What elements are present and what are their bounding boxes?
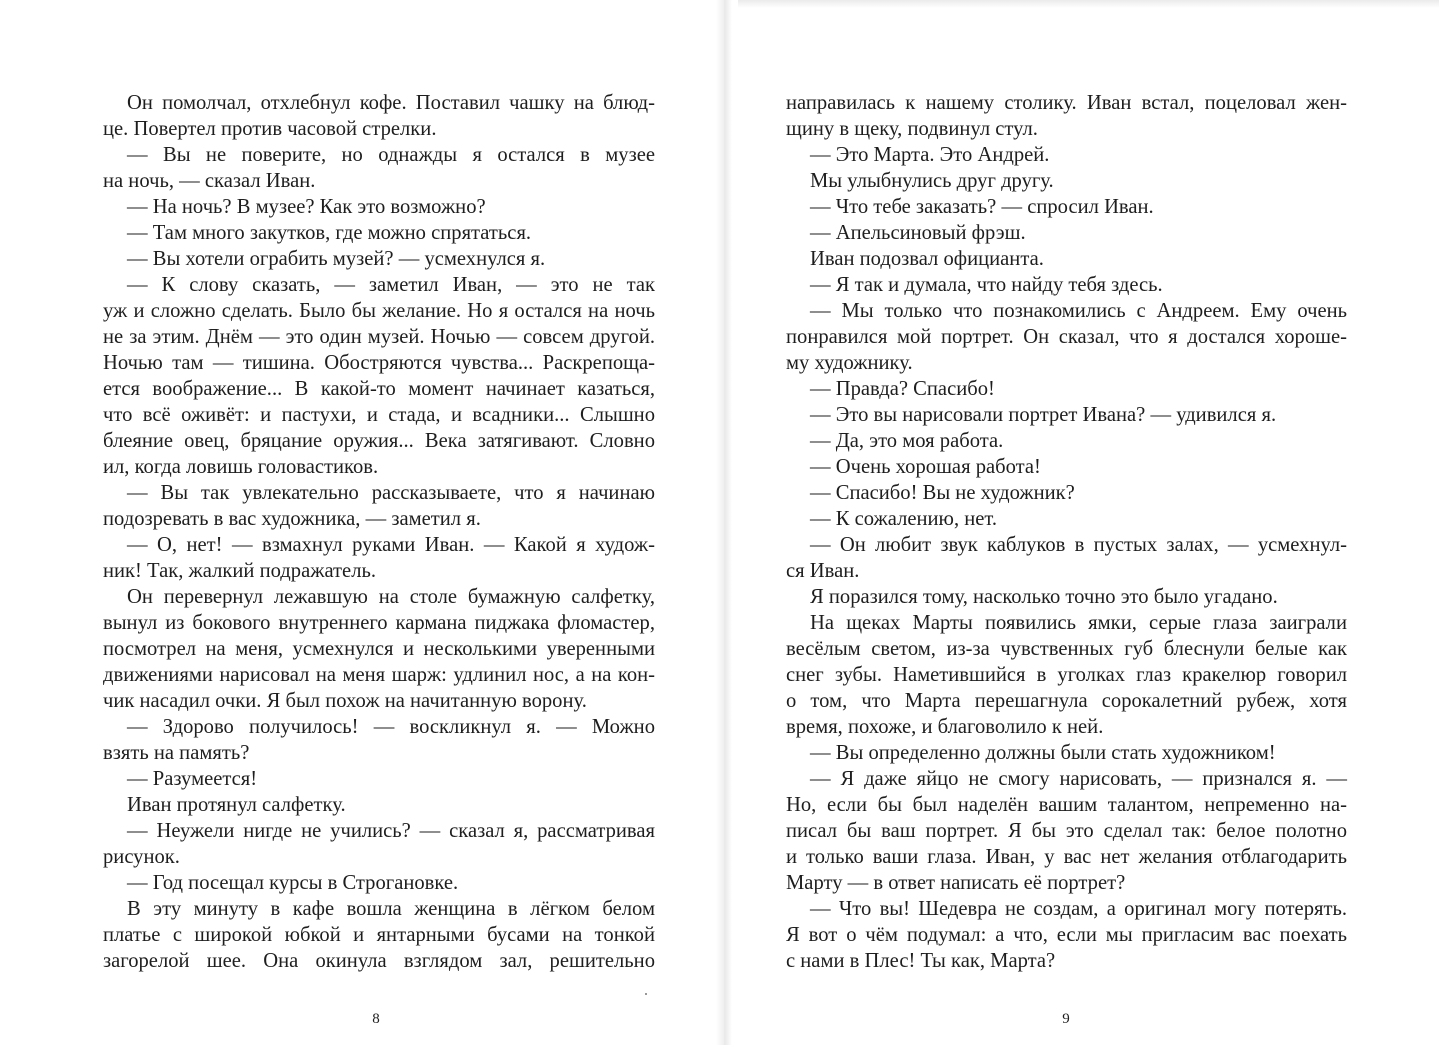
text-line: — Это вы нарисовали портрет Ивана? — удивился я. [810, 404, 1277, 426]
text-line: — Здорово получилось! — воскликнул я. — Можно [127, 716, 655, 738]
text-line: — К сожалению, нет. [810, 508, 998, 530]
text-line: ник! Так, жалкий подражатель. [103, 560, 377, 582]
text-line: вынул из бокового внутреннего кармана пиджака фломастер, [103, 612, 655, 634]
text-line: снег зубы. Наметившийся в уголках глаз кракелюр говорил [786, 664, 1347, 686]
text-line: и только ваши глаза. Иван, у вас нет желания отблагодарить [786, 846, 1347, 868]
text-line: — Я даже яйцо не смогу нарисовать, — признался я. — [810, 768, 1347, 790]
text-line: Я поразился тому, насколько точно это было угадано. [810, 586, 1278, 608]
text-line: уж и сложно сделать. Было бы желание. Но я остался на ночь [103, 300, 655, 322]
text-line: — Спасибо! Вы не художник? [810, 482, 1075, 504]
left-page-number: 8 [372, 1011, 380, 1027]
text-line: Марту — в ответ написать её портрет? [786, 872, 1126, 894]
text-line: о том, что Марта перешагнула сорокалетний рубеж, хотя [786, 690, 1347, 712]
text-line: — Это Марта. Это Андрей. [810, 144, 1050, 166]
text-line: Он помолчал, отхлебнул кофе. Поставил чашку на блюд- [127, 92, 655, 114]
text-line: — Неужели нигде не учились? — сказал я, рассматривая [127, 820, 655, 842]
text-line: — О, нет! — взмахнул руками Иван. — Какой я худож- [127, 534, 655, 556]
text-line: — Вы так увлекательно рассказываете, что я начинаю [127, 482, 655, 504]
text-line: Мы улыбнулись друг другу. [810, 170, 1054, 192]
text-line: время, похоже, и благоволило к ней. [786, 716, 1104, 738]
text-line: — Разумеется! [127, 768, 258, 790]
text-line: на ночь, — сказал Иван. [103, 170, 316, 192]
text-line: писал бы ваш портрет. Я бы это сделал так: белое полотно [786, 820, 1347, 842]
text-line: — Год посещал курсы в Строгановке. [127, 872, 459, 894]
right-page-text [786, 90, 1347, 974]
text-line: не за этим. Днём — это один музей. Ночью — совсем другой. [103, 326, 655, 348]
text-line: что всё оживёт: и пастухи, и стада, и всадники... Слышно [103, 404, 655, 426]
text-line: чик насадил очки. Я был похож на начитанную ворону. [103, 690, 587, 712]
text-line: подозревать в вас художника, — заметил я. [103, 508, 481, 530]
text-line: — Что тебе заказать? — спросил Иван. [810, 196, 1154, 218]
text-line: — Вы не поверите, но однажды я остался в музее [127, 144, 655, 166]
text-line: рисунок. [103, 846, 180, 868]
text-line: — Мы только что познакомились с Андреем. Ему очень [810, 300, 1347, 322]
text-line: В эту минуту в кафе вошла женщина в лёгком белом [127, 898, 655, 920]
text-line: — Вы хотели ограбить музей? — усмехнулся я. [127, 248, 546, 270]
text-line: платье с широкой юбкой и янтарными бусами на тонкой [103, 924, 655, 946]
text-line: движениями нарисовал на меня шарж: удлинил нос, а на кон- [103, 664, 655, 686]
text-line: — Да, это моя работа. [810, 430, 1004, 452]
text-line: ется воображение... В какой-то момент начинает казаться, [103, 378, 655, 400]
text-line: — Апельсиновый фрэш. [810, 222, 1026, 244]
text-line: Иван протянул салфетку. [127, 794, 346, 816]
text-line: понравился мой портрет. Он сказал, что я достался хороше- [786, 326, 1347, 348]
right-page [724, 0, 1439, 1045]
text-line: — Что вы! Шедевра не создам, а оригинал могу потерять. [810, 898, 1347, 920]
book-gutter [716, 0, 732, 1045]
text-line: Ночью там — тишина. Обостряются чувства... Раскрепоща- [103, 352, 655, 374]
text-line: Он перевернул лежавшую на столе бумажную салфетку, [127, 586, 655, 608]
text-line: — Очень хорошая работа! [810, 456, 1041, 478]
text-line: — Правда? Спасибо! [810, 378, 995, 400]
text-line: ся Иван. [786, 560, 860, 582]
text-line: — Вы определенно должны были стать художником! [810, 742, 1276, 764]
text-line: Но, если бы был наделён вашим талантом, непременно на- [786, 794, 1347, 816]
text-line: му художнику. [786, 352, 913, 374]
text-line: весёлым светом, из-за чувственных губ блеснули белые как [786, 638, 1347, 660]
text-line: це. Повертел против часовой стрелки. [103, 118, 437, 140]
text-line: направилась к нашему столику. Иван встал, поцеловал жен- [786, 92, 1347, 114]
text-line: — Там много закутков, где можно спрятаться. [127, 222, 532, 244]
text-line: На щеках Марты появились ямки, серые глаза заиграли [810, 612, 1347, 634]
print-speck [645, 993, 647, 995]
text-line: загорелой шее. Она окинула взглядом зал, решительно [103, 950, 655, 972]
text-line: — На ночь? В музее? Как это возможно? [127, 196, 486, 218]
text-line: взять на память? [103, 742, 250, 764]
text-line: посмотрел на меня, усмехнулся и несколькими уверенными [103, 638, 655, 660]
right-page-number: 9 [1062, 1011, 1070, 1027]
text-line: щину в щеку, подвинул стул. [786, 118, 1038, 140]
text-line: с нами в Плес! Ты как, Марта? [786, 950, 1056, 972]
text-line: — Он любит звук каблуков в пустых залах, — усмехнул- [810, 534, 1347, 556]
page-edge-shadow [738, 0, 1439, 8]
text-line: Я вот о чём подумал: а что, если мы пригласим вас поехать [786, 924, 1347, 946]
text-line: ил, когда ловишь головастиков. [103, 456, 379, 478]
text-line: Иван подозвал официанта. [810, 248, 1044, 270]
text-line: — Я так и думала, что найду тебя здесь. [810, 274, 1163, 296]
left-page-text [103, 90, 655, 974]
text-line: — К слову сказать, — заметил Иван, — это не так [127, 274, 655, 296]
text-line: блеяние овец, бряцание оружия... Века затягивают. Словно [103, 430, 655, 452]
